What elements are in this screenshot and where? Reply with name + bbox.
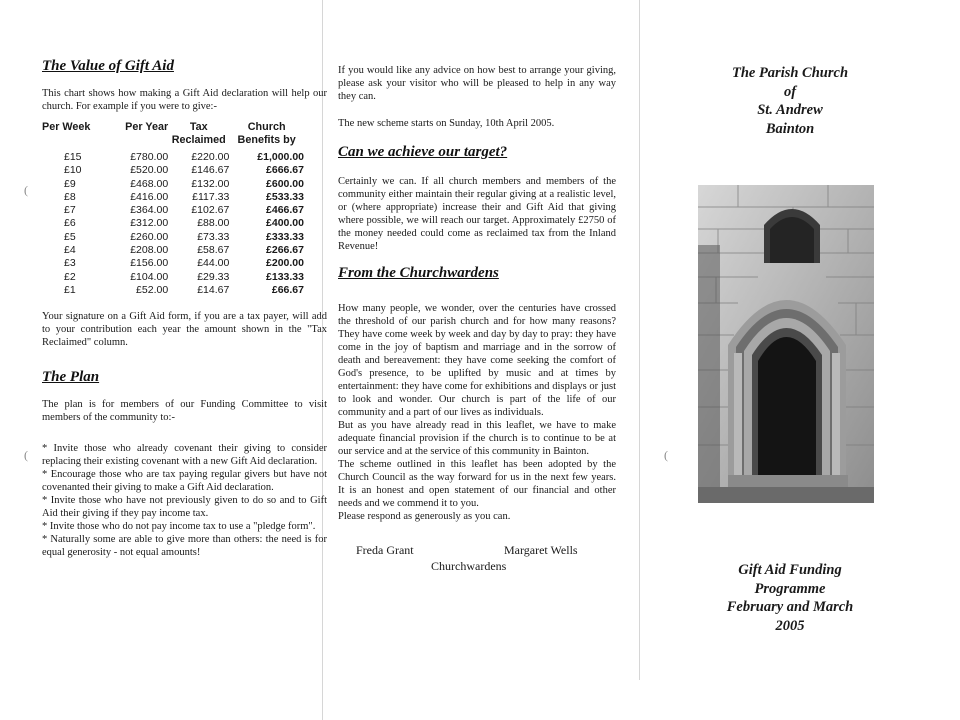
cell-church-benefits: £1,000.00	[257, 151, 304, 163]
cell-per-year: £260.00	[130, 230, 169, 243]
cell-tax-reclaimed: £117.33	[192, 190, 230, 203]
church-doorway-illustration	[698, 185, 874, 503]
target-heading: Can we achieve our target?	[338, 144, 508, 160]
cell-church-benefits: £133.33	[266, 270, 304, 283]
cell-tax-reclaimed: £58.67	[197, 244, 230, 257]
table-header-row	[42, 121, 304, 147]
churchwardens-paragraph: Please respond as generously as you can.	[338, 511, 511, 522]
table-row	[42, 231, 304, 244]
table-row	[42, 178, 304, 191]
plan-bullet: * Invite those who have not previously given to do so and to Gift Aid their giving if they pay income tax.	[42, 495, 327, 520]
header-per-week: Per Week	[42, 121, 91, 133]
table-row	[42, 271, 304, 284]
cell-per-week: £8	[64, 190, 76, 203]
scan-mark: (	[664, 448, 668, 462]
cell-church-benefits: £266.67	[266, 244, 304, 257]
table-row	[42, 217, 304, 230]
cell-per-week: £9	[64, 177, 76, 190]
cell-per-week: £2	[64, 270, 76, 283]
cell-per-week: £3	[64, 257, 76, 270]
cell-per-week: £1	[64, 283, 76, 296]
signature-freda-grant: Freda Grant	[356, 543, 414, 557]
header-tax-reclaimed: Tax Reclaimed	[171, 121, 226, 146]
target-text: Certainly we can. If all church members and members of the community either maintain their regular giving at a realistic level, or (where appropriate) increase their and Gift Aid that giving where possible, we will reach our target. Approximately £2750 of the money needed could come as reclaimed tax from the Inland Revenue!	[338, 176, 616, 252]
cell-church-benefits: £66.67	[271, 283, 304, 296]
church-doorway-photo	[698, 185, 874, 503]
cover-title-line: of	[783, 83, 797, 100]
cover-title	[660, 64, 920, 138]
gift-aid-table	[42, 121, 304, 297]
cell-tax-reclaimed: £102.67	[191, 204, 230, 217]
cell-tax-reclaimed: £29.33	[197, 270, 230, 283]
cover-title-line: Bainton	[765, 120, 815, 137]
cell-church-benefits: £666.67	[266, 164, 304, 177]
cell-per-year: £156.00	[130, 257, 169, 270]
cell-per-week: £4	[64, 244, 76, 257]
plan-bullet: * Naturally some are able to give more than others: the need is for equal generosity - not equal amounts!	[42, 534, 327, 559]
scan-mark: (	[24, 183, 28, 197]
plan-bullet: * Encourage those who are tax paying regular givers but have not covenanted their giving to make a Gift Aid declaration.	[42, 469, 327, 494]
intro-text: This chart shows how making a Gift Aid declaration will help our church. For example if you were to give:-	[42, 88, 327, 112]
programme-title-line: February and March	[726, 599, 854, 615]
cell-per-year: £780.00	[130, 151, 169, 163]
cover-title-line: The Parish Church	[731, 65, 849, 81]
cell-per-week: £5	[64, 230, 76, 243]
cell-tax-reclaimed: £44.00	[197, 257, 230, 270]
fold-line-right	[639, 0, 640, 680]
signatures	[338, 543, 616, 579]
churchwardens-paragraph: The scheme outlined in this leaflet has been adopted by the Church Council as the way forward for us in the next few years. It is an honest and open statement of our financial and other needs and we commend it to you.	[338, 459, 616, 509]
left-panel	[42, 58, 327, 559]
programme-title	[660, 561, 920, 635]
cell-tax-reclaimed: £132.00	[191, 177, 230, 190]
churchwardens-paragraph: How many people, we wonder, over the centuries have crossed the threshold of our parish church and for how many reasons? They have come week by week and day by day to pray: they have come in the joy of baptism and marriage and in the sorrow of death and bereavement: they have come seeking the comfort of God's presence, to be uplifted by music and at times by entertainment: they have come for exhibitions and displays or just to look and wonder. Our church is part of the life of our community and a part of our lives as individuals.	[338, 303, 616, 418]
cell-church-benefits: £600.00	[266, 177, 304, 190]
cell-per-year: £416.00	[130, 190, 169, 203]
table-row	[42, 244, 304, 257]
cell-tax-reclaimed: £14.67	[197, 283, 230, 296]
table-row	[42, 284, 304, 297]
table-row	[42, 204, 304, 217]
cell-per-week: £15	[64, 151, 82, 163]
table-row	[42, 151, 304, 164]
cell-per-year: £312.00	[130, 217, 169, 230]
cover-title-line: St. Andrew	[757, 102, 823, 118]
cell-church-benefits: £333.33	[266, 230, 304, 243]
cell-tax-reclaimed: £88.00	[197, 217, 230, 230]
cell-per-week: £7	[64, 204, 76, 217]
programme-title-line: Gift Aid Funding	[738, 562, 842, 578]
cell-tax-reclaimed: £73.33	[197, 230, 230, 243]
cell-tax-reclaimed: £220.00	[191, 151, 230, 163]
programme-title-line: Programme	[754, 580, 826, 597]
signature-note: Your signature on a Gift Aid form, if you are a tax payer, will add to your contribution each year the amount shown in the "Tax Reclaimed" column.	[42, 311, 327, 349]
churchwardens-label: Churchwardens	[431, 559, 507, 573]
cell-church-benefits: £400.00	[266, 217, 304, 230]
advice-text: If you would like any advice on how best to arrange your giving, please ask your visitor who will be pleased to help in any way they can.	[338, 65, 616, 102]
signature-margaret-wells: Margaret Wells	[504, 543, 578, 557]
header-per-year: Per Year	[125, 121, 169, 133]
cell-per-year: £208.00	[130, 244, 169, 257]
churchwardens-paragraph: But as you have already read in this leaflet, we have to make adequate financial provision if the church is to continue to be at our service and at the service of this community in Bainton.	[338, 420, 616, 457]
value-of-gift-aid-heading: The Value of Gift Aid	[42, 58, 174, 74]
cell-per-year: £52.00	[136, 283, 169, 296]
header-church-benefits: Church Benefits by	[237, 121, 296, 146]
cell-per-year: £364.00	[130, 204, 169, 217]
cell-church-benefits: £200.00	[266, 257, 304, 270]
right-panel	[660, 64, 920, 634]
plan-bullet: * Invite those who do not pay income tax to use a "pledge form".	[42, 521, 316, 533]
cell-church-benefits: £533.33	[266, 190, 304, 203]
table-row	[42, 164, 304, 177]
cell-per-year: £104.00	[130, 270, 169, 283]
table-row	[42, 191, 304, 204]
cell-per-year: £520.00	[130, 164, 169, 177]
plan-intro: The plan is for members of our Funding Committee to visit members of the community to:-	[42, 399, 327, 424]
the-plan-heading: The Plan	[42, 369, 100, 386]
start-date-text: The new scheme starts on Sunday, 10th April 2005.	[338, 118, 555, 129]
cell-per-week: £6	[64, 217, 76, 230]
table-row	[42, 257, 304, 270]
programme-title-line: 2005	[775, 617, 805, 634]
cell-per-year: £468.00	[130, 177, 169, 190]
middle-panel	[338, 64, 616, 579]
gift-aid-table-body	[42, 151, 304, 297]
churchwardens-heading: From the Churchwardens	[338, 265, 499, 281]
cell-tax-reclaimed: £146.67	[191, 164, 230, 177]
cell-per-week: £10	[64, 164, 82, 177]
scan-mark: (	[24, 448, 28, 462]
cell-church-benefits: £466.67	[266, 204, 304, 217]
plan-bullet: * Invite those who already covenant their giving to consider replacing their existing covenant with a new Gift Aid declaration.	[42, 443, 327, 468]
